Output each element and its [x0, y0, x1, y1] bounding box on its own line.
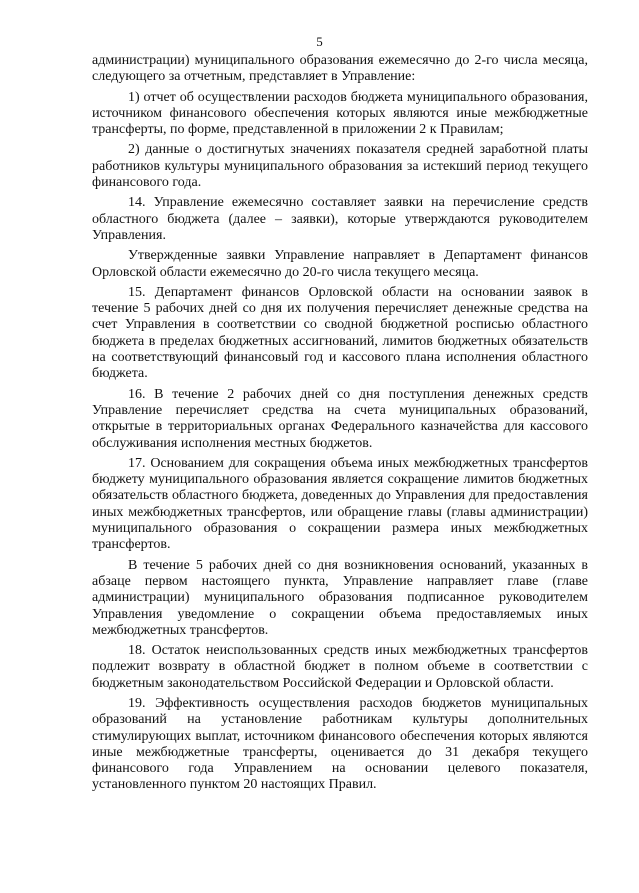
- paragraph: 14. Управление ежемесячно составляет заявки на перечисление средств областного бюджета (далее – заявки), которые утверждаются руководителем Управления.: [92, 195, 588, 243]
- paragraph: 18. Остаток неиспользованных средств иных межбюджетных трансфертов подлежит возврату в областной бюджет в полном объеме в соответствии с бюджетным законодательством Российской Федерации и Орловской области.: [92, 643, 588, 691]
- paragraph: 1) отчет об осуществлении расходов бюджета муниципального образования, источником финансового обеспечения которых являются иные межбюджетные трансферты, по форме, представленной в приложении 2 к Правилам;: [92, 89, 588, 138]
- paragraph: Утвержденные заявки Управление направляет в Департамент финансов Орловской области ежемесячно до 20-го числа текущего месяца.: [92, 248, 588, 280]
- paragraph: 2) данные о достигнутых значениях показателя средней заработной платы работников культуры муниципального образования за истекший период текущего финансового года.: [92, 142, 588, 191]
- paragraph: В течение 5 рабочих дней со дня возникновения оснований, указанных в абзаце первом настоящего пункта, Управление направляет главе (главе администрации) муниципального образования подписанное руководителем Управления уведомление о сокращении объема предоставляемых иных межбюджетных трансфертов.: [92, 557, 588, 638]
- paragraph: 15. Департамент финансов Орловской области на основании заявок в течение 5 рабочих дней со дня их получения перечисляет денежные средства на счет Управления в соответствии со сводной бюджетной росписью областного бюджета в пределах бюджетных ассигнований, лимитов бюджетных обязательств на соответствующий финансовый год и кассового плана исполнения областного бюджета.: [92, 284, 588, 382]
- paragraph: 16. В течение 2 рабочих дней со дня поступления денежных средств Управление перечисляет средства на счета муниципальных образований, открытые в территориальных органах Федерального казначейства для кассового обслуживания исполнения местных бюджетов.: [92, 386, 588, 451]
- page-number: 5: [316, 34, 323, 49]
- paragraph: 19. Эффективность осуществления расходов бюджетов муниципальных образований на установление работникам культуры дополнительных стимулирующих выплат, источником финансового обеспечения которых являются иные межбюджетные трансферты, оценивается до 31 декабря текущего финансового года Управлением на основании целевого показателя, установленного пунктом 20 настоящих Правил.: [92, 695, 588, 793]
- paragraph: администрации) муниципального образования ежемесячно до 2-го числа месяца, следующего за отчетным, представляет в Управление:: [92, 53, 588, 85]
- paragraph: 17. Основанием для сокращения объема иных межбюджетных трансфертов бюджету муниципального образования является сокращение лимитов бюджетных обязательств областного бюджета, доведенных до Управления для предоставления иных межбюджетных трансфертов, или обращение главы (главы администрации) муниципального образования о сокращении размера иных межбюджетных трансфертов.: [92, 455, 588, 553]
- document-body: [92, 53, 588, 798]
